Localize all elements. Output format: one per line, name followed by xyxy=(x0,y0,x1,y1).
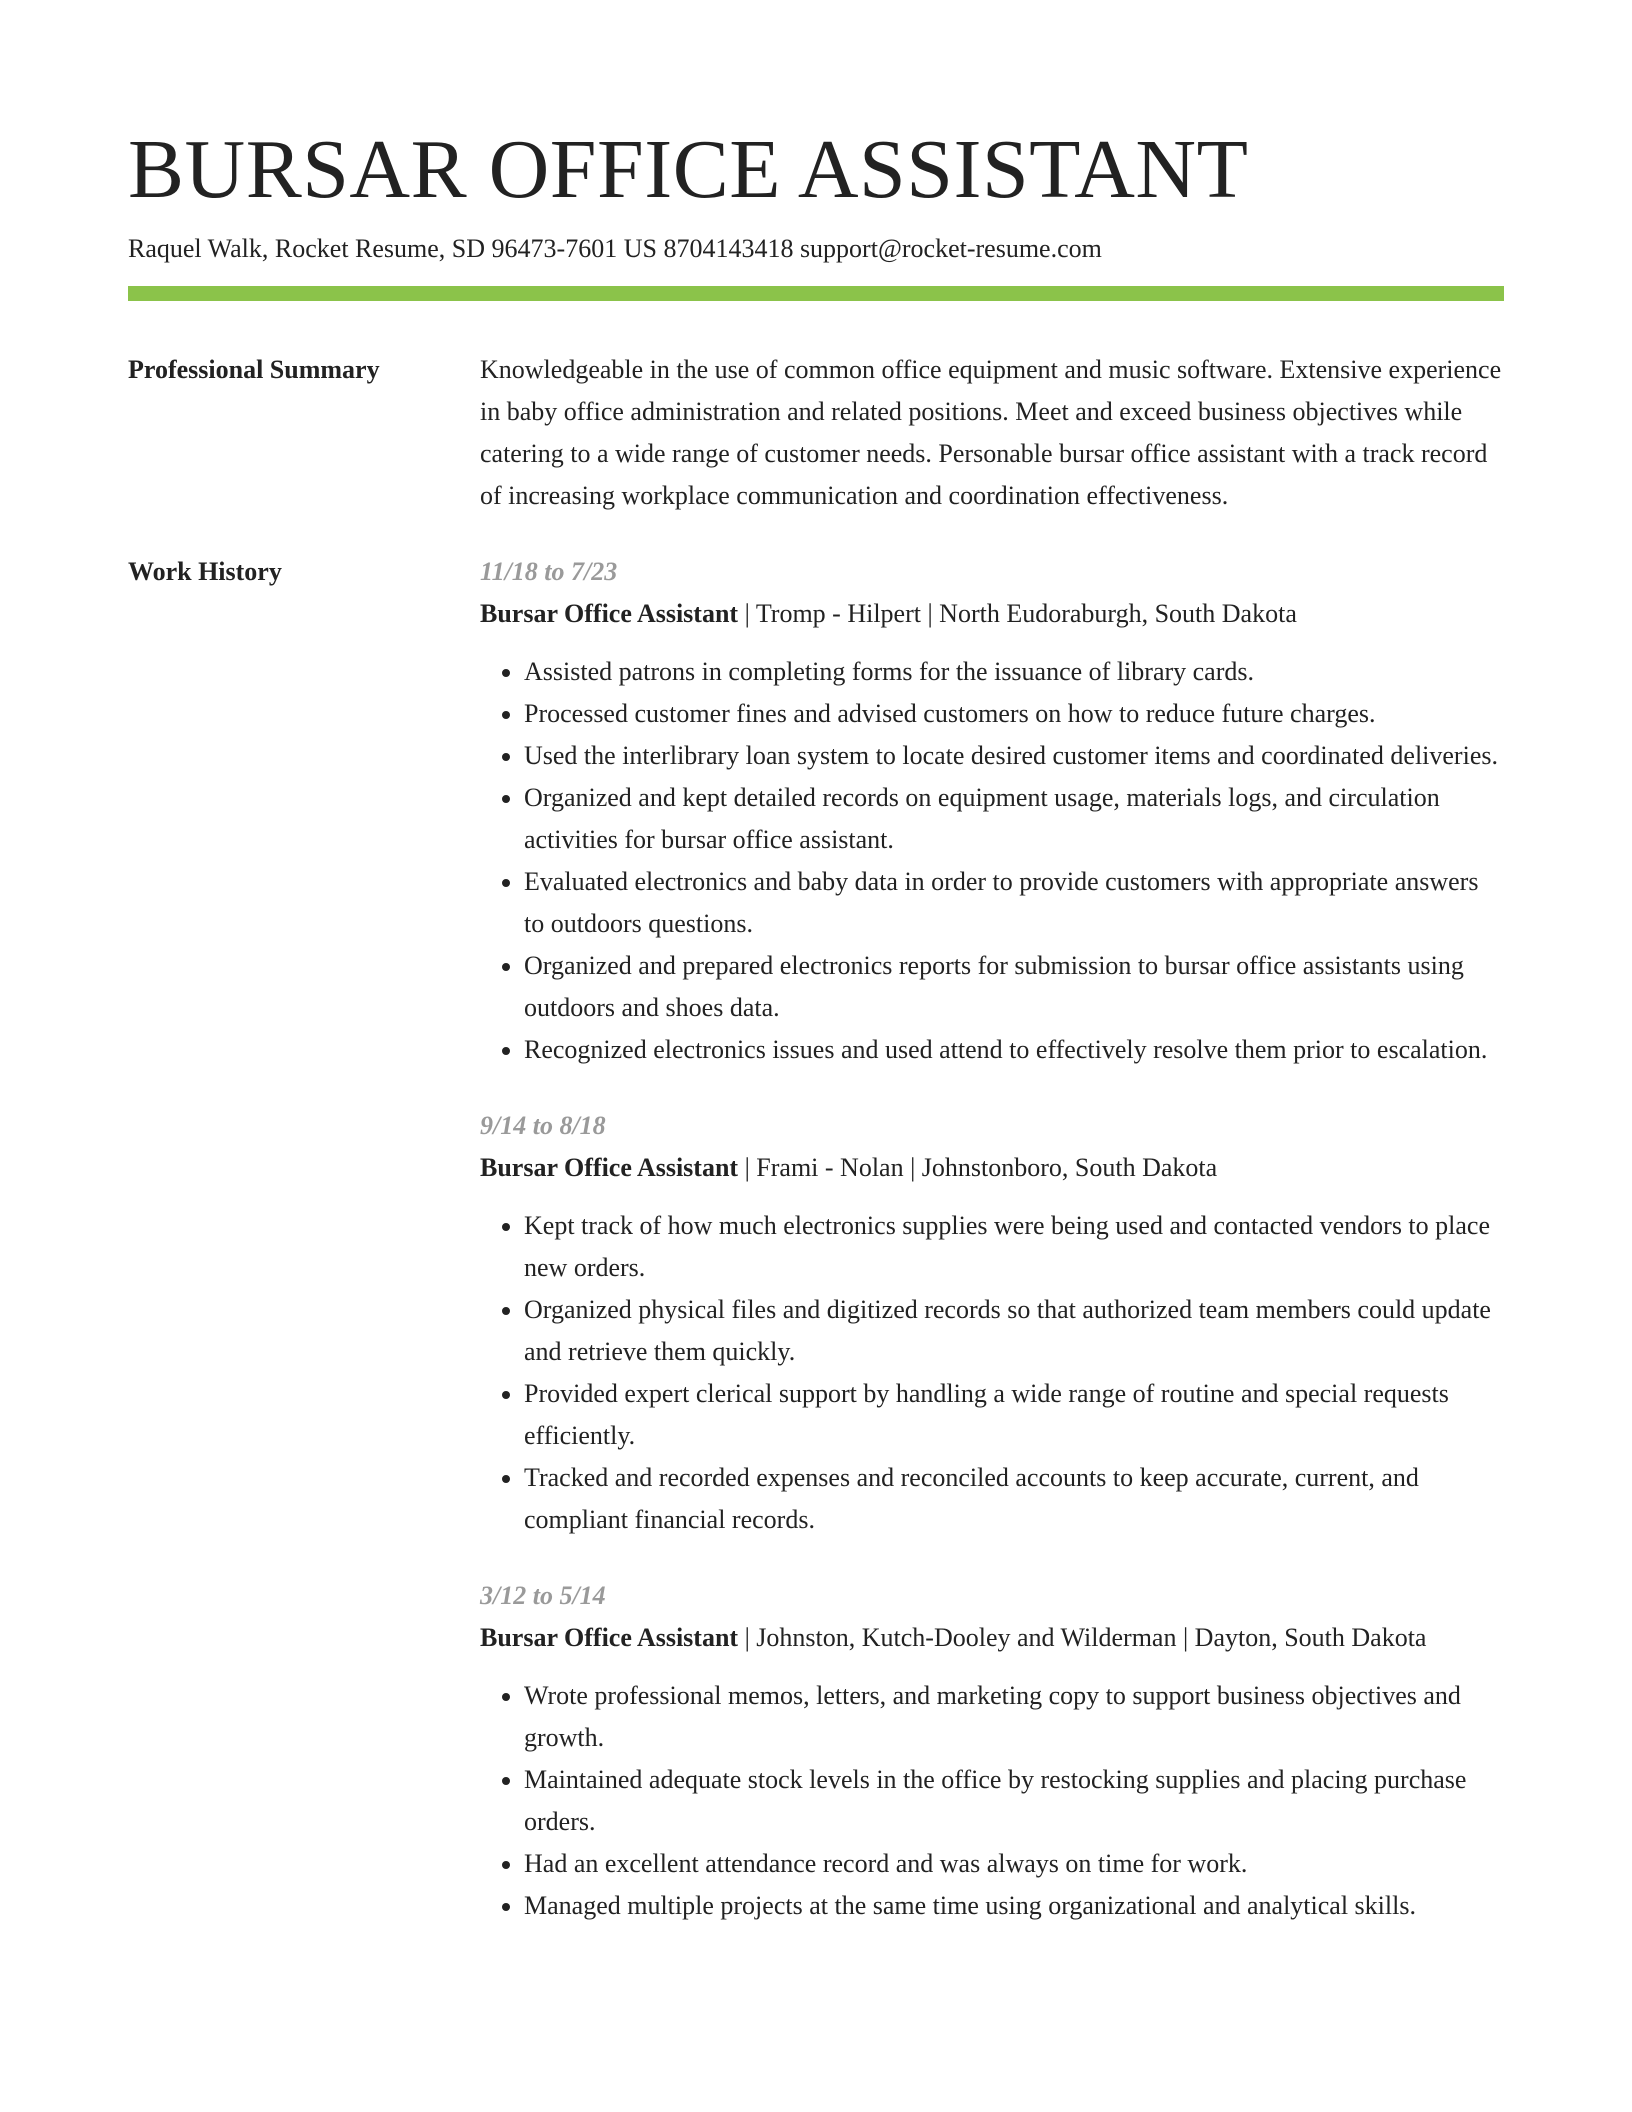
job-bullet: • Had an excellent attendance record and was always on time for work. xyxy=(524,1843,1504,1885)
job-heading xyxy=(480,1617,1504,1659)
job-bullet: • Recognized electronics issues and used attend to effectively resolve them prior to escalation. xyxy=(524,1029,1504,1071)
job-title: Bursar Office Assistant xyxy=(480,1623,739,1652)
job-bullet-list xyxy=(480,1675,1504,1927)
summary-text: Knowledgeable in the use of common office equipment and music software. Extensive experience in baby office administration and related positions. Meet and exceed business objectives while catering to a wide range of customer needs. Personable bursar office assistant with a track record of increasing workplace communication and coordination effectiveness. xyxy=(480,355,1502,510)
job-bullet: • Processed customer fines and advised customers on how to reduce future charges. xyxy=(524,693,1504,735)
work-history-section xyxy=(128,551,1504,1927)
job-bullet: • Tracked and recorded expenses and reconciled accounts to keep accurate, current, and compliant financial records. xyxy=(524,1457,1504,1541)
contact-line: Raquel Walk, Rocket Resume, SD 96473-7601 US 8704143418 support@rocket-resume.com xyxy=(128,234,1102,263)
job-title: Bursar Office Assistant xyxy=(480,1153,739,1182)
resume-title: BURSAR OFFICE ASSISTANT xyxy=(128,123,1249,216)
job-heading xyxy=(480,593,1504,635)
job-bullet: • Organized and prepared electronics reports for submission to bursar office assistants using outdoors and shoes data. xyxy=(524,945,1504,1029)
job-bullet: • Used the interlibrary loan system to locate desired customer items and coordinated deliveries. xyxy=(524,735,1504,777)
job-bullet: • Provided expert clerical support by handling a wide range of routine and special requests efficiently. xyxy=(524,1373,1504,1457)
job-bullet: • Evaluated electronics and baby data in order to provide customers with appropriate answers to outdoors questions. xyxy=(524,861,1504,945)
section-label-professional-summary: Professional Summary xyxy=(128,355,380,384)
job-bullet: • Assisted patrons in completing forms for the issuance of library cards. xyxy=(524,651,1504,693)
job-bullet: • Organized physical files and digitized records so that authorized team members could update and retrieve them quickly. xyxy=(524,1289,1504,1373)
job-entry xyxy=(480,1575,1504,1927)
job-employer-location: | Tromp - Hilpert | North Eudoraburgh, South Dakota xyxy=(738,599,1297,628)
resume-page xyxy=(128,0,1504,1927)
job-bullet: • Managed multiple projects at the same time using organizational and analytical skills. xyxy=(524,1885,1504,1927)
job-employer-location: | Frami - Nolan | Johnstonboro, South Dakota xyxy=(738,1153,1218,1182)
job-bullet: • Wrote professional memos, letters, and marketing copy to support business objectives and growth. xyxy=(524,1675,1504,1759)
job-bullet: • Maintained adequate stock levels in the office by restocking supplies and placing purchase orders. xyxy=(524,1759,1504,1843)
job-bullet: • Organized and kept detailed records on equipment usage, materials logs, and circulation activities for bursar office assistant. xyxy=(524,777,1504,861)
work-history-list xyxy=(480,551,1504,1927)
job-bullet-list xyxy=(480,1205,1504,1541)
job-dates: 3/12 to 5/14 xyxy=(480,1581,606,1610)
job-dates: 11/18 to 7/23 xyxy=(480,557,618,586)
job-bullet-list xyxy=(480,651,1504,1071)
section-label-work-history: Work History xyxy=(128,557,282,586)
job-bullet: • Kept track of how much electronics supplies were being used and contacted vendors to place new orders. xyxy=(524,1205,1504,1289)
job-entry xyxy=(480,551,1504,1071)
job-title: Bursar Office Assistant xyxy=(480,599,739,628)
professional-summary-section xyxy=(128,349,1504,517)
job-entry xyxy=(480,1105,1504,1541)
job-dates: 9/14 to 8/18 xyxy=(480,1111,606,1140)
accent-divider xyxy=(128,286,1504,301)
job-heading xyxy=(480,1147,1504,1189)
job-employer-location: | Johnston, Kutch-Dooley and Wilderman | Dayton, South Dakota xyxy=(738,1623,1427,1652)
